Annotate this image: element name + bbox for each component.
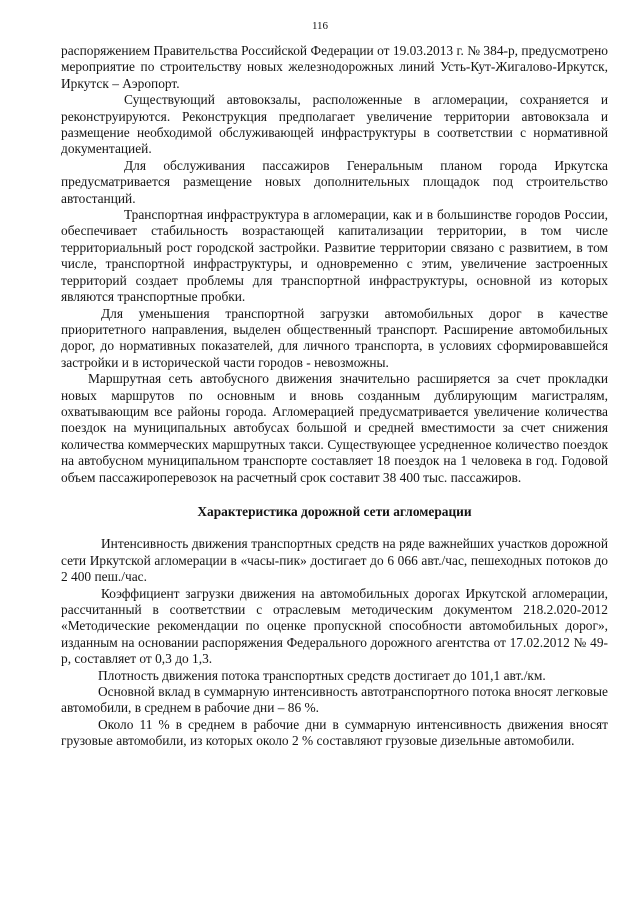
paragraph: Транспортная инфраструктура в агломерации, как и в большинстве городов России, обеспечивает стабильность возрастающей капитализации территории, в том числе территориальный рост городской застройки. Развитие территории связано с развитием, в том числе, транспортной инфраструктуры, и одновременно с этим, увеличение застроенных территорий создает проблемы для транспортной инфраструктуры, основной из которых являются транспортные пробки. [61,207,608,305]
paragraph: Для обслуживания пассажиров Генеральным планом города Иркутска предусматривается размещение новых дополнительных площадок под строительство автостанций. [61,157,608,206]
paragraph: Существующий автовокзалы, расположенные в агломерации, сохраняется и реконструируются. Реконструкция предполагает увеличение территории автовокзала и размещение необходимой обслуживающей инфраструктуры в соответствии с нормативной документацией. [61,92,608,157]
paragraph: Плотность движения потока транспортных средств достигает до 101,1 авт./км. [98,667,546,683]
document-body [61,43,608,750]
paragraph: Для уменьшения транспортной загрузки автомобильных дорог в качестве приоритетного направления, выделен общественный транспорт. Расширение автомобильных дорог, до нормативных показателей, для личного транспорта, в условиях сформировавшейся застройки и в исторической части городов - невозможны. [61,305,608,370]
paragraph: Коэффициент загрузки движения на автомобильных дорогах Иркутской агломерации, рассчитанный в соответствии с отраслевым методическим документом 218.2.020-2012 «Методические рекомендации по оценке пропускной способности автомобильных дорог», изданным на основании распоряжения Федерального дорожного агентства от 17.02.2012 № 49-р, составляет от 0,3 до 1,3. [61,585,608,667]
paragraph: Основной вклад в суммарную интенсивность автотранспортного потока вносят легковые автомобили, в среднем в рабочие дни – 86 %. [61,684,608,716]
paragraph: Около 11 % в среднем в рабочие дни в суммарную интенсивность движения вносят грузовые автомобили, из которых около 2 % составляют грузовые дизельные автомобили. [61,716,608,749]
paragraph: Маршрутная сеть автобусного движения значительно расширяется за счет прокладки новых маршрутов по основным и вновь созданным дублирующим магистралям, охватывающим все районы города. Агломерацией предусматривается увеличение количества поездок на муниципальных автобусах большой и средней вместимости за счет снижения количества коммерческих маршрутных такси. Существующее усредненное количество поездок на автобусном муниципальном транспорте составляет 18 поездок на 1 человека в год. Годовой объем пассажироперевозок на расчетный срок составит 38 400 тыс. пассажиров. [61,371,608,485]
section-heading: Характеристика дорожной сети агломерации [197,503,472,519]
paragraph: Интенсивность движения транспортных средств на ряде важнейших участков дорожной сети Иркутской агломерации в «часы-пик» достигает до 6 066 авт./час, пешеходных потоков до 2 400 пеш./час. [61,536,608,585]
page-number: 116 [311,20,329,32]
paragraph: распоряжением Правительства Российской Федерации от 19.03.2013 г. № 384-р, предусмотрено мероприятие по строительству новых железнодорожных линий Усть-Кут-Жигалово-Иркутск, Иркутск – Аэропорт. [61,43,608,91]
